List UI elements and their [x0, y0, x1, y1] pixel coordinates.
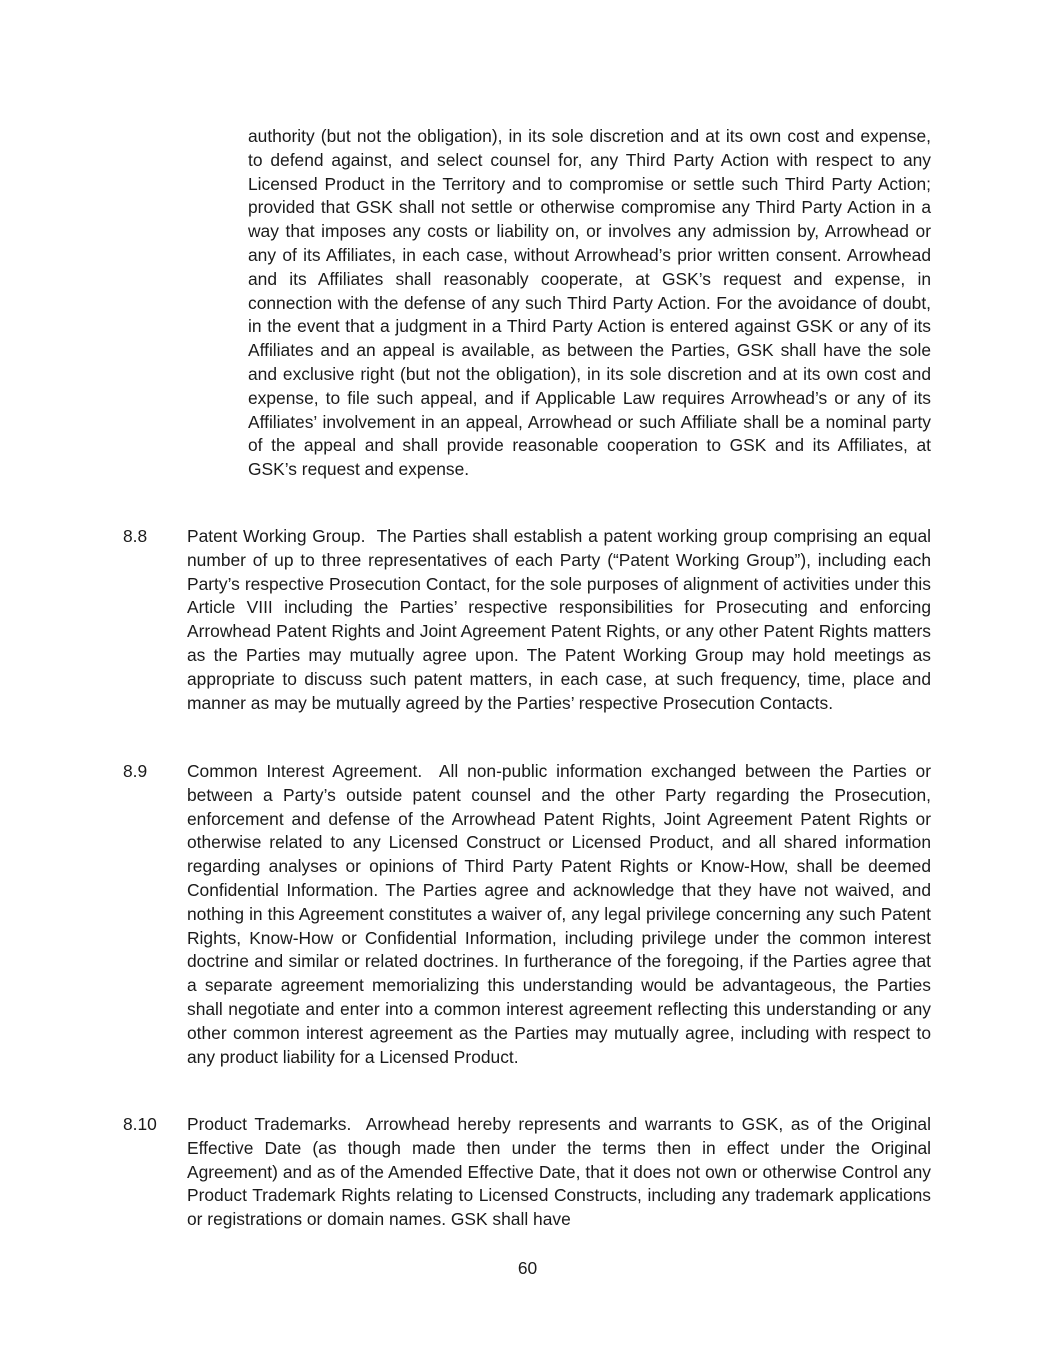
- section-heading: Product Trademarks.: [187, 1114, 352, 1134]
- section-8-9: [123, 760, 931, 1069]
- section-number: 8.9: [123, 761, 148, 781]
- section-heading: Patent Working Group.: [187, 526, 366, 546]
- section-text: The Parties shall establish a patent working group comprising an equal number of up to three representatives of each Party (“Patent Working Group”), including each Party’s respective Prosecution Contact, for the sole purposes of alignment of activities under this Article VIII including the Parties’ respective responsibilities for Prosecuting and enforcing Arrowhead Patent Rights and Joint Agreement Patent Rights, or any other Patent Rights matters as the Parties may mutually agree upon. The Patent Working Group may hold meetings as appropriate to discuss such patent matters, in each case, at such frequency, time, place and manner as may be mutually agreed by the Parties’ respective Prosecution Contacts.: [187, 526, 931, 713]
- section-8-8: [123, 525, 931, 715]
- section-text: All non-public information exchanged between the Parties or between a Party’s outside patent counsel and the other Party regarding the Prosecution, enforcement and defense of the Arrowhead Patent Rights, Joint Agreement Patent Rights or otherwise related to any Licensed Construct or Licensed Product, and all shared information regarding analyses or opinions of Third Party Patent Rights or Know-How, shall be deemed Confidential Information. The Parties agree and acknowledge that they have not waived, and nothing in this Agreement constitutes a waiver of, any legal privilege concerning any such Patent Rights, Know-How or Confidential Information, including privilege under the common interest doctrine and similar or related doctrines. In furtherance of the foregoing, if the Parties agree that a separate agreement memorializing this understanding would be advantageous, the Parties shall negotiate and enter into a common interest agreement reflecting this understanding or any other common interest agreement as the Parties may mutually agree, including with respect to any product liability for a Licensed Product.: [187, 761, 931, 1067]
- section-8-10: [123, 1113, 931, 1232]
- section-number: 8.8: [123, 526, 148, 546]
- section-body: [187, 525, 931, 715]
- page-number: 60: [517, 1258, 538, 1278]
- section-body: [187, 1113, 931, 1232]
- section-heading: Common Interest Agreement.: [187, 761, 423, 781]
- section-text: Arrowhead hereby represents and warrants to GSK, as of the Original Effective Date (as though made then under the terms then in effect under the Original Agreement) and as of the Amended Effective Date, that it does not own or otherwise Control any Product Trademark Rights relating to Licensed Constructs, including any trademark applications or registrations or domain names. GSK shall have: [187, 1114, 931, 1230]
- continuation-paragraph: authority (but not the obligation), in its sole discretion and at its own cost and expense, to defend against, and select counsel for, any Third Party Action with respect to any Licensed Product in the Territory and to compromise or settle such Third Party Action; provided that GSK shall not settle or otherwise compromise any Third Party Action in a way that imposes any costs or liability on, or involves any admission by, Arrowhead or any of its Affiliates, in each case, without Arrowhead’s prior written consent. Arrowhead and its Affiliates shall reasonably cooperate, at GSK’s request and expense, in connection with the defense of any such Third Party Action. For the avoidance of doubt, in the event that a judgment in a Third Party Action is entered against GSK or any of its Affiliates and an appeal is available, as between the Parties, GSK shall have the sole and exclusive right (but not the obligation), in its sole discretion and at its own cost and expense, to file such appeal, and if Applicable Law requires Arrowhead’s or any of its Affiliates’ involvement in an appeal, Arrowhead or such Affiliate shall be a nominal party of the appeal and shall provide reasonable cooperation to GSK and its Affiliates, at GSK’s request and expense.: [248, 126, 931, 480]
- section-number: 8.10: [123, 1114, 157, 1134]
- section-body: [187, 760, 931, 1069]
